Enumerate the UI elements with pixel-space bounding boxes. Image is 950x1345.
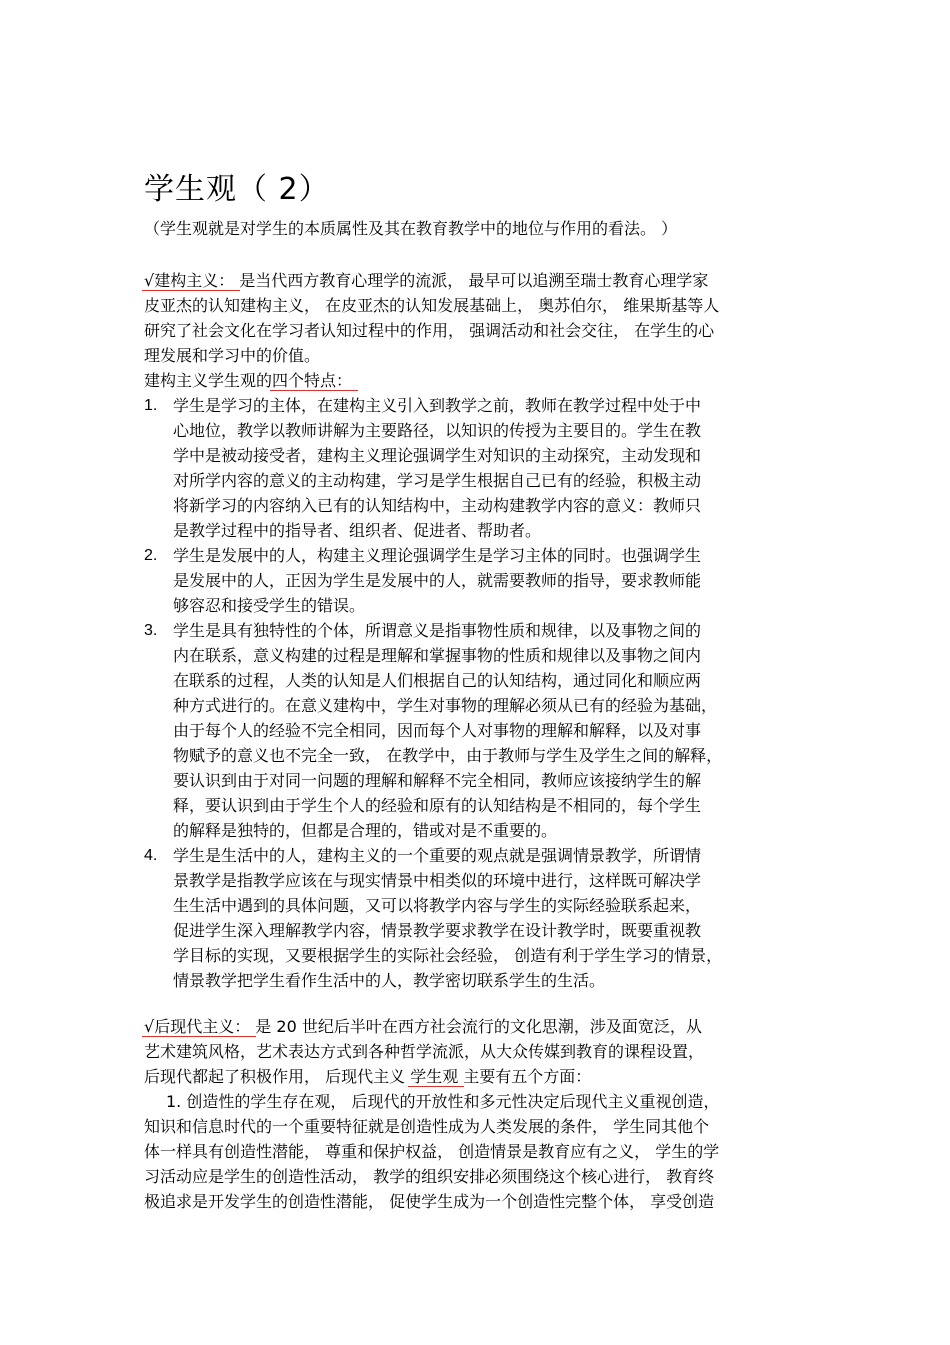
constructivism-heading (144, 268, 234, 293)
list-item-line: 种方式进行的。在意义建构中，学生对事物的理解必须从已有的经验为基础， (173, 696, 718, 715)
constructivism-section (144, 268, 719, 393)
list-item-line: 学生是具有独特性的个体，所谓意义是指事物性质和规律，以及事物之间的 (173, 621, 702, 640)
text-suffix: 主要有五个方面： (458, 1067, 592, 1086)
list-item-line: 释，要认识到由于学生个人的经验和原有的认知结构是不相同的，每个学生 (173, 796, 702, 815)
heading-text: 后现代主义： (154, 1017, 251, 1036)
list-item-number: 3. (144, 622, 158, 639)
student-view-highlight: 学生观 (410, 1064, 458, 1089)
list-item-line: 对所学内容的意义的主动构建，学习是学生根据自己已有的经验，积极主动 (173, 471, 702, 490)
list-item-line: 的解释是独特的，但都是合理的，错或对是不重要的。 (173, 821, 558, 840)
features-list (144, 393, 722, 993)
paragraph-line: 知识和信息时代的一个重要特征就是创造性成为人类发展的条件， 学生同其他个 (144, 1117, 710, 1136)
list-item (144, 543, 722, 618)
paragraph-line: 理发展和学习中的价值。 (144, 346, 321, 365)
list-item-line: 学生是学习的主体，在建构主义引入到教学之前，教师在教学过程中处于中 (173, 396, 702, 415)
list-item-number: 1. (144, 397, 158, 414)
page-subtitle: （学生观就是对学生的本质属性及其在教育教学中的地位与作用的看法。 ） (144, 219, 678, 238)
list-item-line: 要认识到由于对同一问题的理解和解释不完全相同，教师应该接纳学生的解 (173, 771, 702, 790)
list-item-line: 生生活中遇到的具体问题，又可以将教学内容与学生的实际经验联系起来， (173, 896, 702, 915)
list-item-line: 景教学是指教学应该在与现实情景中相类似的环境中进行，这样既可解决学 (173, 871, 702, 890)
postmodernism-section (144, 1014, 719, 1214)
text-prefix: 后现代都起了积极作用， 后现代主义 (144, 1067, 411, 1086)
check-mark: √ (144, 271, 155, 290)
paragraph-line: 研究了社会文化在学习者认知过程中的作用， 强调活动和社会交往， 在学生的心 (144, 321, 715, 340)
list-item-line: 物赋予的意义也不完全一致， 在教学中，由于教师与学生及学生之间的解释， (173, 746, 723, 765)
check-mark: √ (144, 1017, 155, 1036)
list-item-line: 内在联系，意义构建的过程是理解和掌握事物的性质和规律以及事物之间内 (173, 646, 702, 665)
list-item-line: 是发展中的人，正因为学生是发展中的人，就需要教师的指导，要求教师能 (173, 571, 702, 590)
list-item-line: 学生是生活中的人，建构主义的一个重要的观点就是强调情景教学，所谓情 (173, 846, 702, 865)
list-item-line: 情景教学把学生看作生活中的人，教学密切联系学生的生活。 (173, 971, 606, 990)
list-item-line: 学中是被动接受者，建构主义理论强调学生对知识的主动探究，主动发现和 (173, 446, 702, 465)
paragraph-line: 皮亚杰的认知建构主义， 在皮亚杰的认知发展基础上， 奥苏伯尔， 维果斯基等人 (144, 296, 720, 315)
list-item-number: 2. (144, 547, 158, 564)
list-item-line: 够容忍和接受学生的错误。 (173, 596, 366, 615)
list-item (144, 618, 722, 843)
postmodernism-intro-line (144, 1014, 719, 1039)
paragraph-line: 习活动应是学生的创造性活动， 教学的组织安排必须围绕这个核心进行， 教育终 (144, 1167, 715, 1186)
features-heading-line (144, 368, 719, 393)
features-prefix: 建构主义学生观的 (144, 371, 273, 390)
list-item-line: 将新学习的内容纳入已有的认知结构中，主动构建教学内容的意义：教师只 (173, 496, 702, 515)
constructivism-intro-line (144, 268, 719, 293)
list-item-number: 4. (144, 847, 158, 864)
list-item-line: 学目标的实现，又要根据学生的实际社会经验， 创造有利于学生学习的情景， (173, 946, 723, 965)
features-highlight: 四个特点： (272, 368, 352, 393)
list-item-line: 心地位，教学以教师讲解为主要路径，以知识的传授为主要目的。学生在教 (173, 421, 702, 440)
list-item-line: 由于每个人的经验不完全相同，因而每个人对事物的理解和解释，以及对事 (173, 721, 702, 740)
list-item-line: 促进学生深入理解教学内容，情景教学要求教学在设计教学时，既要重视教 (173, 921, 702, 940)
postmodernism-heading (144, 1014, 250, 1039)
paragraph-line: 体一样具有创造性潜能， 尊重和保护权益， 创造情景是教育应有之义， 学生的学 (144, 1142, 720, 1161)
list-item-line: 在联系的过程，人类的认知是人们根据自己的认知结构，通过同化和顺应两 (173, 671, 702, 690)
intro-text: 是 20 世纪后半叶在西方社会流行的文化思潮，涉及面宽泛，从 (250, 1017, 702, 1036)
point-one-heading: 1. 创造性的学生存在观， 后现代的开放性和多元性决定后现代主义重视创造， (166, 1092, 720, 1111)
list-item (144, 393, 722, 543)
list-item (144, 843, 722, 993)
paragraph-line (144, 1064, 719, 1089)
list-item-line: 是教学过程中的指导者、组织者、促进者、帮助者。 (173, 521, 542, 540)
heading-text: 建构主义： (154, 271, 235, 290)
page-title: 学生观（ 2） (144, 172, 330, 207)
list-item-line: 学生是发展中的人，构建主义理论强调学生是学习主体的同时。也强调学生 (173, 546, 702, 565)
intro-text: 是当代西方教育心理学的流派， 最早可以追溯至瑞士教育心理学家 (234, 271, 709, 290)
paragraph-line: 艺术建筑风格，艺术表达方式到各种哲学流派，从大众传媒到教育的课程设置， (144, 1042, 705, 1061)
paragraph-line: 极追求是开发学生的创造性潜能， 促使学生成为一个创造性完整个体， 享受创造 (144, 1192, 715, 1211)
